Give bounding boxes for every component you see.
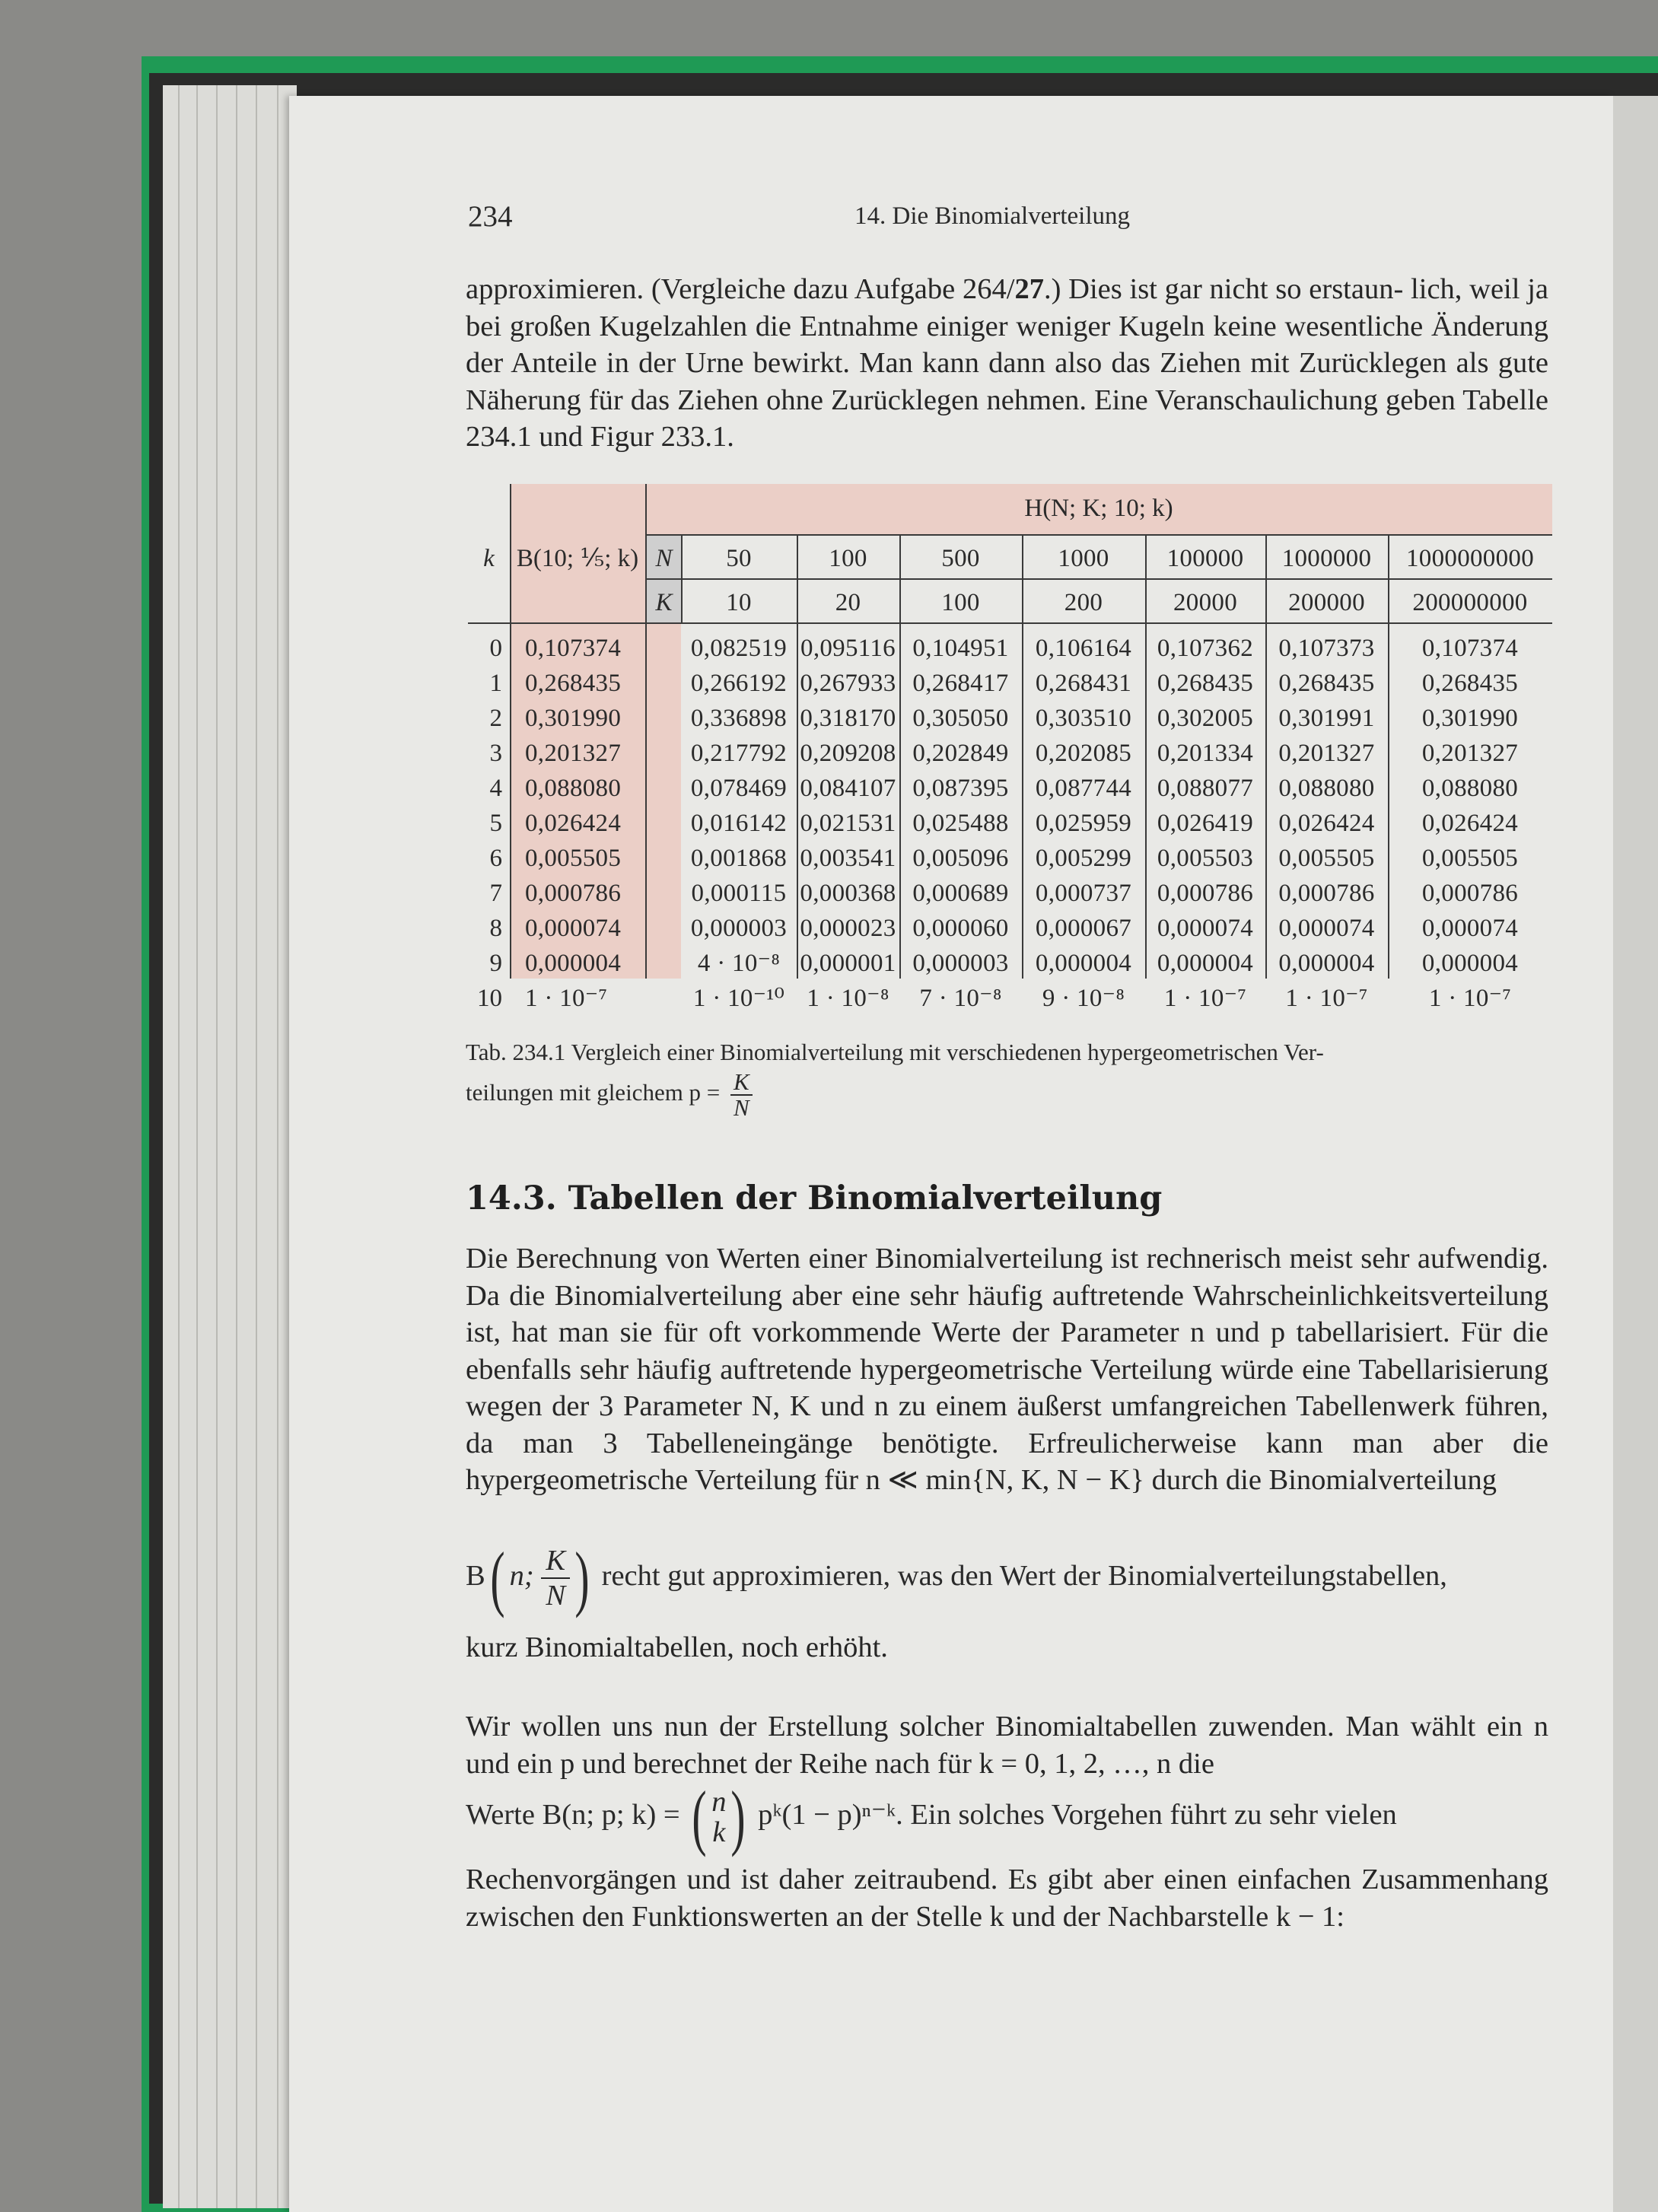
hypergeometric-value: 0,000786 [1278,880,1375,907]
page-stack [163,85,297,2208]
table-caption [466,1035,1542,1120]
hypergeometric-value: 1 · 10⁻⁷ [1428,985,1512,1012]
hypergeometric-value: 0,201327 [1421,740,1519,767]
body-paragraph-1: Die Berechnung von Werten einer Binomialverteilung ist rechnerisch meist sehr aufwendig. Da die Binomialverteilung aber eine sehr häufig auftretende Wahrscheinlichkeitsverteilung ist, hat man sie für oft vorkommende Werte der Parameter n und p tabellarisiert. Für die ebenfalls sehr häufig auftretende hypergeometrische Verteilung würde eine Tabellarisierung wegen der 3 Parameter N, K und n zu einem äußerst umfangreichen Tabellenwerk führen, da man 3 Tabelleneingänge benötigte. Erfreulicherweise kann man aber die hypergeometrische Verteilung für n ≪ min{N, K, N − K} durch die Binomialverteilung [466,1243,1548,1496]
hypergeometric-value: 1 · 10⁻⁷ [1163,985,1247,1012]
k-value: 200000000 [1412,589,1528,616]
hypergeometric-value: 0,202849 [912,740,1009,767]
hypergeometric-value: 0,000003 [912,950,1009,977]
intro-paragraph [466,271,1548,456]
row-k: 8 [489,915,502,942]
hypergeometric-value: 0,025488 [912,810,1009,837]
hypergeometric-value: 0,095116 [800,635,896,662]
hypergeometric-value: 0,087395 [912,775,1009,802]
hypergeometric-value: 0,000004 [1157,950,1254,977]
page-edge [1613,96,1658,2212]
hypergeometric-value: 0,005505 [1421,845,1519,872]
binomial-value: 0,268435 [525,670,622,697]
hypergeometric-value: 0,302005 [1157,705,1254,732]
page-number: 234 [468,200,513,233]
hypergeometric-value: 0,026424 [1421,810,1519,837]
hypergeometric-value: 0,088080 [1278,775,1375,802]
intro-text-end: .) Dies ist gar nicht so erstaun- [1043,273,1404,305]
hypergeometric-value: 0,201327 [1278,740,1375,767]
hypergeometric-value: 0,217792 [690,740,788,767]
body-paragraph-1-end: kurz Binomialtabellen, noch erhöht. [466,1631,888,1663]
binomial-value: 0,000074 [525,915,622,942]
hypergeometric-value: 0,000060 [912,915,1009,942]
k-label: K [655,589,673,616]
row-k: 7 [489,880,502,907]
binom-top: n [711,1786,727,1818]
hypergeometric-value: 0,078469 [690,775,788,802]
werte-prefix: Werte B(n; p; k) = [466,1798,680,1831]
caption-fraction [730,1070,753,1120]
caption-line-2-text: teilungen mit gleichem p = [466,1079,721,1106]
n-value: 1000000 [1281,545,1372,572]
hypergeometric-value: 0,301990 [1421,705,1519,732]
k-header: k [483,545,495,572]
section-heading: 14.3. Tabellen der Binomialverteilung [466,1179,1163,1217]
hypergeometric-value: 0,202085 [1035,740,1132,767]
hypergeometric-value: 0,000004 [1278,950,1375,977]
row-k: 0 [489,635,502,662]
hypergeometric-value: 0,000003 [690,915,788,942]
binomial-approx-formula-line: B( n; $\frac{K}{N}$ ) recht gut approximieren, was den Wert der Binomialverteilungstabellen, [466,1537,1447,1618]
row-k: 6 [489,845,502,872]
hypergeometric-value: 0,336898 [690,705,788,732]
hypergeometric-value: 0,318170 [800,705,896,732]
hypergeometric-value: 0,000786 [1157,880,1254,907]
hypergeometric-value: 0,266192 [690,670,788,697]
row-k: 2 [489,705,502,732]
n-value: 1000000000 [1406,545,1534,572]
intro-text-rest: lich, weil ja bei großen Kugelzahlen die Entnahme einiger weniger Kugeln keine wesentliche Änderung der Anteile in der Urne bewirkt. Man kann dann also das Ziehen mit Zurücklegen als gute Näherung für das Ziehen ohne Zurücklegen nehmen. Eine Veranschaulichung geben Tabelle 234.1 und Figur 233.1. [466,273,1548,453]
caption-line-2 [466,1070,1542,1120]
hypergeometric-value: 0,084107 [800,775,896,802]
hypergeometric-value: 0,001868 [690,845,788,872]
hypergeometric-value: 0,268431 [1035,670,1132,697]
intro-bold-number: 27 [1014,273,1044,305]
k-value: 200 [1064,589,1103,616]
k-value: 100 [941,589,980,616]
hypergeometric-value: 0,000115 [691,880,787,907]
caption-fraction-denominator: N [734,1094,749,1121]
hypergeometric-value: 0,000737 [1035,880,1132,907]
hypergeometric-value: 0,016142 [690,810,788,837]
hypergeometric-value: 0,000786 [1421,880,1519,907]
binomial-formula-line: Werte B(n; p; k) = ( n k ) pᵏ(1 − p)ⁿ⁻ᵏ. Ein solches Vorgehen führt zu sehr vielen [466,1776,1397,1857]
hypergeometric-value: 0,106164 [1035,635,1132,662]
formula-denominator: N [546,1580,566,1612]
hypergeometric-value: 0,005503 [1157,845,1254,872]
hypergeometric-value: 0,104951 [912,635,1009,662]
hypergeometric-value: 0,003541 [800,845,896,872]
hypergeometric-value: 0,000368 [800,880,896,907]
row-k: 4 [489,775,502,802]
hypergeometric-value: 0,005505 [1278,845,1375,872]
hypergeometric-value: 0,088077 [1157,775,1254,802]
hypergeometric-value: 0,000004 [1421,950,1519,977]
k-value: 10 [726,589,752,616]
n-value: 100000 [1166,545,1244,572]
binomial-value: 0,026424 [525,810,622,837]
hypergeometric-value: 0,005299 [1035,845,1132,872]
hypergeometric-value: 0,268435 [1157,670,1254,697]
n-label: N [655,545,673,572]
hypergeometric-value: 0,000074 [1421,915,1519,942]
formula-fraction [541,1544,570,1612]
hypergeometric-value: 0,000074 [1278,915,1375,942]
k-value: 20000 [1173,589,1237,616]
werte-suffix: pᵏ(1 − p)ⁿ⁻ᵏ. Ein solches Vorgehen führt zu sehr vielen [758,1798,1397,1831]
formula-b: B [466,1559,485,1592]
hypergeometric-value: 1 · 10⁻⁸ [807,985,889,1012]
formula-arg: n; [509,1559,534,1592]
binomial-value: 0,000004 [525,950,622,977]
row-k: 9 [489,950,502,977]
hypergeometric-value: 0,268435 [1421,670,1519,697]
row-k: 1 [489,670,502,697]
running-head [468,199,1541,237]
body-paragraph-2-end: Rechenvorgängen und ist daher zeitraubend. Es gibt aber einen einfachen Zusammenhang zwischen den Funktionswerten an der Stelle k und der Nachbarstelle k − 1: [466,1863,1548,1933]
binomial-coefficient [711,1787,726,1848]
hypergeometric-value: 0,000001 [800,950,896,977]
hypergeometric-value: 0,005096 [912,845,1009,872]
n-value: 500 [941,545,980,572]
n-value: 1000 [1058,545,1109,572]
hypergeometric-value: 0,000023 [800,915,896,942]
hypergeometric-value: 1 · 10⁻⁷ [1285,985,1368,1012]
hypergeometric-value: 0,305050 [912,705,1009,732]
n-value: 50 [726,545,752,572]
row-k: 3 [489,740,502,767]
k-value: 20 [835,589,861,616]
hypergeometric-value: 0,107374 [1421,635,1519,662]
binomial-value: 0,005505 [525,845,622,872]
n-value: 100 [829,545,867,572]
hypergeometric-header: H(N; K; 10; k) [1024,495,1173,522]
binomial-value: 1 · 10⁻⁷ [525,985,608,1012]
caption-fraction-numerator: K [730,1070,753,1096]
binomial-value: 0,088080 [525,775,622,802]
hypergeometric-value: 0,000074 [1157,915,1254,942]
hypergeometric-value: 0,025959 [1035,810,1132,837]
hypergeometric-value: 0,000004 [1035,950,1132,977]
hypergeometric-value: 0,209208 [800,740,896,767]
hypergeometric-value: 0,267933 [800,670,896,697]
hypergeometric-value: 0,107362 [1157,635,1254,662]
hypergeometric-value: 4 · 10⁻⁸ [697,950,781,977]
hypergeometric-value: 0,303510 [1035,705,1132,732]
binom-bottom: k [712,1816,726,1848]
hypergeometric-value: 0,087744 [1035,775,1132,802]
hypergeometric-value: 0,201334 [1157,740,1254,767]
binomial-value: 0,000786 [525,880,622,907]
formula-suffix: recht gut approximieren, was den Wert der Binomialverteilungstabellen, [601,1559,1447,1592]
body-paragraph-2: Wir wollen uns nun der Erstellung solcher Binomialtabellen zuwenden. Man wählt ein n und ein p und berechnet der Reihe nach für k = 0, 1, 2, …, n die [466,1711,1548,1780]
hypergeometric-value: 0,268417 [912,670,1009,697]
hypergeometric-value: 0,000067 [1035,915,1132,942]
k-value: 200000 [1288,589,1365,616]
hypergeometric-value: 0,026424 [1278,810,1375,837]
intro-text-start: approximieren. (Vergleiche dazu Aufgabe 264/ [466,273,1015,305]
hypergeometric-value: 0,000689 [912,880,1009,907]
hypergeometric-value: 0,301991 [1278,705,1375,732]
hypergeometric-value: 9 · 10⁻⁸ [1042,985,1125,1012]
hypergeometric-value: 0,268435 [1278,670,1375,697]
binomial-value: 0,107374 [525,635,622,662]
hypergeometric-value: 0,026419 [1157,810,1254,837]
comparison-table [468,479,1552,1012]
hypergeometric-value: 7 · 10⁻⁸ [919,985,1002,1012]
hypergeometric-value: 0,088080 [1421,775,1519,802]
row-k: 5 [489,810,502,837]
binomial-header: B(10; ⅕; k) [516,545,639,572]
hypergeometric-value: 0,082519 [690,635,788,662]
binomial-value: 0,201327 [525,740,622,767]
hypergeometric-value: 0,107373 [1278,635,1375,662]
row-k: 10 [477,985,502,1012]
hypergeometric-value: 0,021531 [800,810,896,837]
hypergeometric-value: 1 · 10⁻¹⁰ [692,985,785,1012]
formula-numerator: K [541,1544,570,1579]
caption-line-1: Tab. 234.1 Vergleich einer Binomialverteilung mit verschiedenen hypergeometrischen Ver- [466,1039,1324,1065]
binomial-value: 0,301990 [525,705,622,732]
running-title: 14. Die Binomialverteilung [854,202,1131,230]
